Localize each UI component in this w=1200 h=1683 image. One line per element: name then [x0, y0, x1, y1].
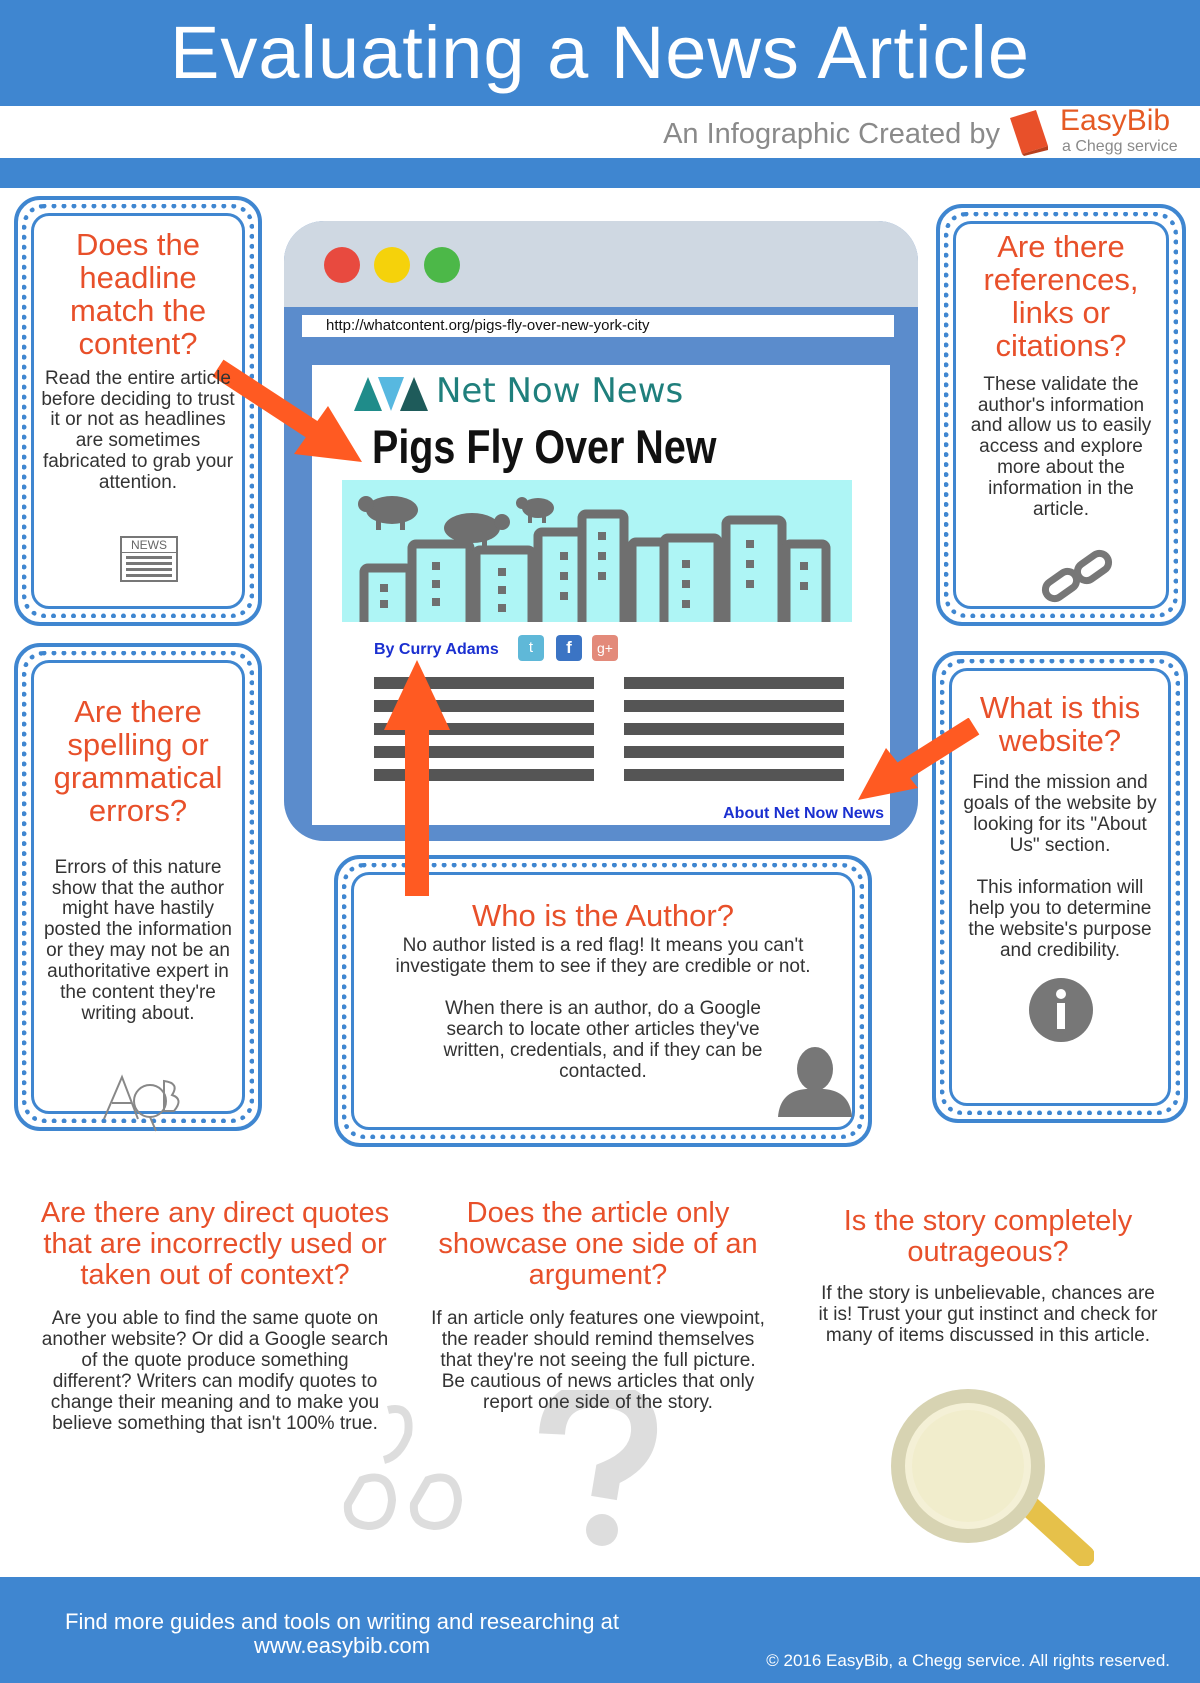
- arrow-to-author-icon: [384, 660, 450, 896]
- card-website-text-2: This information will help you to determine the website's purpose and credibility.: [968, 876, 1152, 961]
- card-website: [932, 651, 1188, 1123]
- card-author-text-2: When there is an author, do a Google search to locate other articles they've written, credentials, and if they can be contacted.: [443, 997, 763, 1082]
- section-outrageous: [818, 1206, 1158, 1347]
- footer-copyright: © 2016 EasyBib, a Chegg service. All rights reserved.: [766, 1651, 1170, 1670]
- question-mark-icon: [534, 1390, 664, 1550]
- maximize-dot-icon[interactable]: [424, 247, 460, 283]
- brand-sub: a Chegg service: [1062, 138, 1178, 155]
- card-headline-text: Read the entire article before deciding to trust it or not as headlines are sometimes fabricated to grab your attention.: [41, 367, 235, 494]
- card-references-title: Are there references, links or citations?: [983, 229, 1139, 364]
- newspaper-icon: NEWS: [120, 536, 178, 582]
- minimize-dot-icon[interactable]: [374, 247, 410, 283]
- quotes-text: Are you able to find the same quote on another website? Or did a Google search of the quote produce something different? Writers can modify quotes to change their meaning and to make you believe something that isn't 100% true.: [41, 1308, 389, 1434]
- card-references: [936, 204, 1186, 626]
- one-side-title: Does the article only showcase one side of an argument?: [438, 1197, 758, 1292]
- card-references-text: These validate the author's information and allow us to easily access and explore more about the information in the article.: [970, 373, 1152, 520]
- card-author-text-1: No author listed is a red flag! It means you can't investigate them to see if they are credible or not.: [395, 935, 811, 978]
- article-byline[interactable]: By Curry Adams: [374, 641, 499, 658]
- outrageous-title: Is the story completely outrageous?: [843, 1205, 1133, 1269]
- abc-icon: [98, 1067, 188, 1133]
- card-author: [334, 855, 872, 1147]
- about-link[interactable]: About Net Now News: [723, 805, 884, 822]
- article-column-right: [624, 677, 844, 781]
- info-icon: [1028, 977, 1094, 1043]
- site-name: Net Now News: [436, 371, 684, 411]
- footer-link-text[interactable]: Find more guides and tools on writing and researching at www.easybib.com: [65, 1609, 619, 1659]
- card-headline: [14, 196, 262, 626]
- card-website-text-1: Find the mission and goals of the website by looking for its "About Us" section.: [963, 772, 1157, 856]
- quotes-title: Are there any direct quotes that are incorrectly used or taken out of context?: [40, 1197, 390, 1292]
- header-strip: [0, 158, 1200, 188]
- browser-window: [284, 221, 918, 841]
- person-icon: [776, 1045, 854, 1117]
- google-plus-icon[interactable]: g+: [592, 635, 618, 661]
- page-subtitle: An Infographic Created by: [663, 118, 1000, 150]
- chain-link-icon: [1040, 548, 1120, 608]
- page-title: Evaluating a News Article: [170, 11, 1030, 94]
- facebook-icon[interactable]: f: [556, 635, 582, 661]
- twitter-icon[interactable]: t: [518, 635, 544, 661]
- magnifying-glass-icon: [888, 1386, 1094, 1566]
- article-headline: Pigs Fly Over New: [372, 420, 717, 473]
- card-spelling-title: Are there spelling or grammatical errors?: [53, 694, 223, 829]
- card-website-title: What is this website?: [979, 690, 1141, 759]
- city-pigs-illustration: [342, 480, 852, 622]
- card-headline-title: Does the headline match the content?: [69, 227, 207, 362]
- one-side-text: If an article only features one viewpoint, the reader should remind themselves that they're not seeing the full picture. Be cautious of news articles that only report one side of the story.: [431, 1308, 765, 1413]
- url-bar[interactable]: http://whatcontent.org/pigs-fly-over-new-york-city: [302, 315, 894, 337]
- brand-name: EasyBib: [1060, 104, 1171, 137]
- section-quotes: [40, 1198, 390, 1434]
- outrageous-text: If the story is unbelievable, chances are it is! Trust your gut instinct and check for many of items discussed in this article.: [818, 1283, 1158, 1346]
- section-one-side: [430, 1198, 766, 1414]
- card-author-title: Who is the Author?: [472, 898, 734, 933]
- browser-titlebar: [284, 221, 918, 307]
- card-spelling: [14, 643, 262, 1131]
- easybib-logo-icon: [1006, 108, 1052, 156]
- card-spelling-text: Errors of this nature show that the author might have hastily posted the information or they may not be an authoritative expert in the content they're writing about.: [43, 856, 232, 1024]
- close-dot-icon[interactable]: [324, 247, 360, 283]
